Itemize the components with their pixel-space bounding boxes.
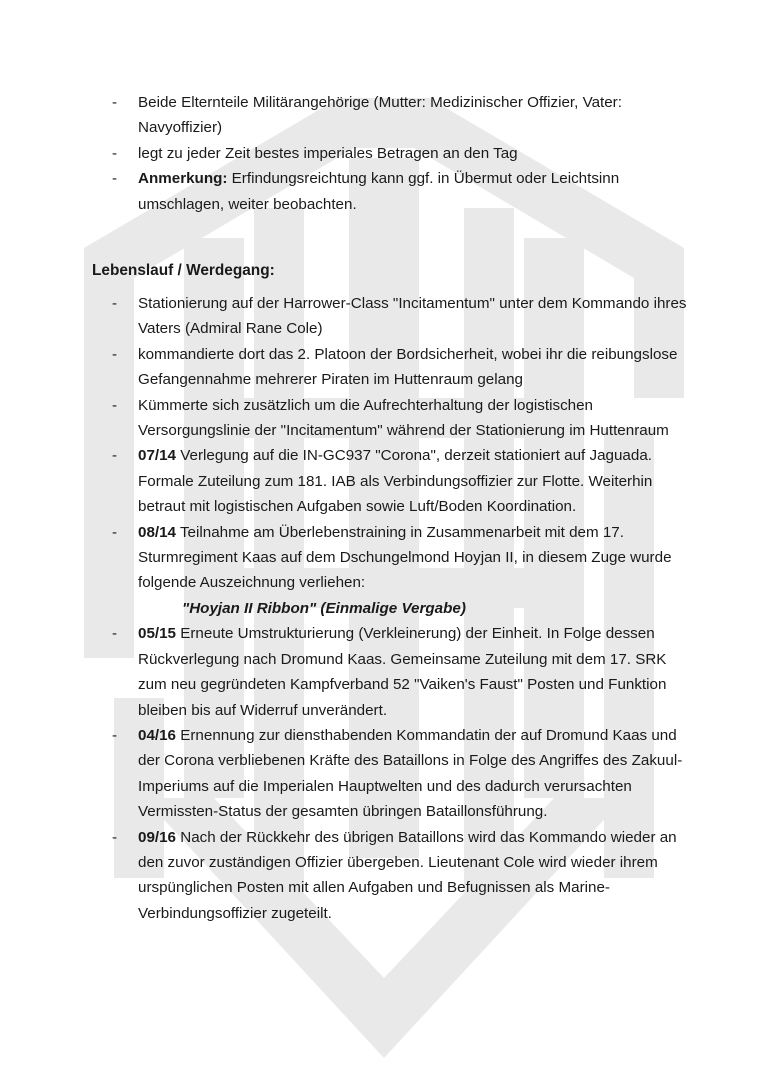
award-title: "Hoyjan II Ribbon" (Einmalige Vergabe)	[182, 599, 466, 617]
bullet-dash: -	[112, 523, 118, 541]
bullet-dash: -	[112, 345, 118, 363]
list-item-text: Stationierung auf der Harrower-Class "Incitamentum" unter dem Kommando ihres Vaters (Admiral Rane Cole)	[138, 295, 687, 338]
list-item	[112, 342, 692, 393]
list-item	[112, 723, 692, 825]
traits-list	[112, 90, 692, 217]
career-list	[112, 291, 692, 926]
list-item	[112, 393, 692, 444]
bullet-dash: -	[112, 170, 118, 188]
list-item	[112, 621, 692, 723]
bullet-dash: -	[112, 726, 118, 744]
list-item	[112, 90, 692, 141]
bullet-dash: -	[112, 94, 118, 111]
entry-date: 07/14	[138, 447, 177, 465]
list-item-text: legt zu jeder Zeit bestes imperiales Betragen an den Tag	[138, 144, 518, 162]
bullet-dash: -	[112, 144, 118, 162]
list-item-text: kommandierte dort das 2. Platoon der Bordsicherheit, wobei ihr die reibungslose Gefangennahme mehrerer Piraten im Huttenraum gelang	[138, 345, 678, 389]
list-item-text: Kümmerte sich zusätzlich um die Aufrechterhaltung der logistischen Versorgungslinie der "Incitamentum" während der Stationierung im Huttenraum	[138, 396, 669, 440]
bullet-dash: -	[112, 396, 118, 414]
career-heading: Lebenslauf / Werdegang:	[92, 262, 275, 279]
entry-date: 05/15	[138, 625, 177, 643]
list-item	[112, 520, 692, 622]
list-item	[112, 141, 692, 166]
bullet-dash: -	[112, 625, 118, 643]
entry-date: 09/16	[138, 828, 177, 846]
list-item-text: Erneute Umstrukturierung (Verkleinerung) der Einheit. In Folge dessen Rückverlegung nach Dromund Kaas. Gemeinsame Zuteilung mit dem 17. SRK zum neu gegründeten Kampfverband 52 "Vaiken's Faust" Posten und Funktion bleiben bis auf Widerruf unverändert.	[138, 625, 667, 719]
bullet-dash: -	[112, 295, 118, 312]
list-item-text: Beide Elternteile Militärangehörige (Mutter: Medizinischer Offizier, Vater: Navyoffizier)	[138, 94, 622, 137]
list-item	[112, 291, 692, 342]
list-item	[112, 825, 692, 927]
list-item-text: Ernennung zur diensthabenden Kommandatin der auf Dromund Kaas und der Corona verbliebenen Kräfte des Bataillons in Folge des Angriffes des Zakuul-Imperiums auf die Imperialen Hauptwelten und des dadurch verursachten Vermissten-Status der gesamten übringen Bataillonsführung.	[138, 726, 683, 821]
list-item-text: Erfindungsreichtung kann ggf. in Übermut oder Leichtsinn umschlagen, weiter beobachten.	[138, 170, 620, 213]
entry-date: 04/16	[138, 726, 177, 744]
bullet-dash: -	[112, 828, 118, 846]
note-label: Anmerkung:	[138, 170, 228, 188]
bullet-dash: -	[112, 447, 118, 465]
list-item-text: Nach der Rückkehr des übrigen Bataillons wird das Kommando wieder an den zuvor zuständigen Offizier übergeben. Lieutenant Cole wird wieder ihrem urspünglichen Posten mit allen Aufgaben und Befugnissen als Marine-Verbindungsoffizier zugeteilt.	[138, 828, 677, 922]
list-item-text: Verlegung auf die IN-GC937 "Corona", derzeit stationiert auf Jaguada. Formale Zuteilung zum 181. IAB als Verbindungsoffizier zur Flotte. Weiterhin betraut mit logistischen Aufgaben sowie Luft/Boden Koordination.	[138, 447, 653, 516]
list-item-text: Teilnahme am Überlebenstraining in Zusammenarbeit mit dem 17. Sturmregiment Kaas auf dem Dschungelmond Hoyjan II, in diesem Zuge wurde folgende Auszeichnung verliehen:	[138, 523, 672, 592]
list-item	[112, 166, 692, 217]
list-item	[112, 443, 692, 519]
entry-date: 08/14	[138, 523, 177, 541]
